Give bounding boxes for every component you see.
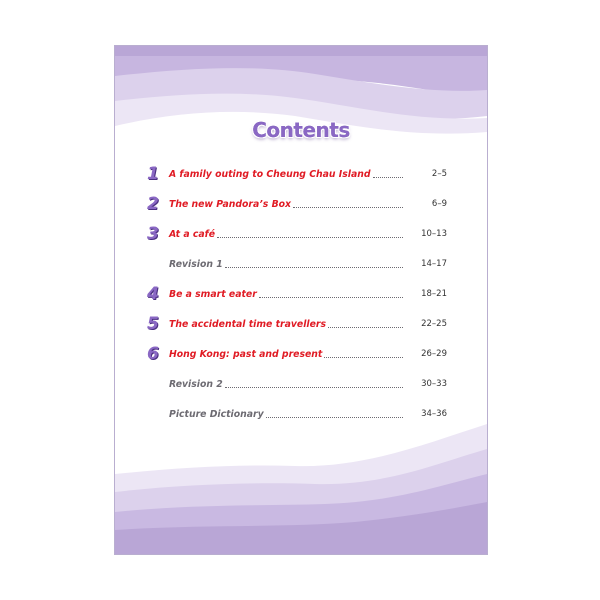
dot-leader [266,417,403,418]
page-range: 14–17 [421,259,447,269]
bottom-wave-decoration [115,404,487,554]
toc-entry-1[interactable] [147,164,447,184]
page-range: 30–33 [421,379,447,389]
toc-entry-revision-2[interactable] [147,374,447,394]
toc-entry-6[interactable] [147,344,447,364]
page-range: 34–36 [421,409,447,419]
unit-number: 1 [147,164,159,184]
toc-entry-5[interactable] [147,314,447,334]
dot-leader [225,387,403,388]
dot-leader [217,237,403,238]
entry-title: Picture Dictionary [169,408,264,420]
unit-number: 4 [147,284,159,304]
toc-entry-4[interactable] [147,284,447,304]
toc-entry-picture-dictionary[interactable] [147,404,447,424]
page-range: 6–9 [431,199,447,209]
dot-leader [293,207,403,208]
dot-leader [373,177,404,178]
entry-title: Revision 2 [169,378,223,390]
dot-leader [259,297,403,298]
unit-number: 6 [147,344,159,364]
toc-entry-revision-1[interactable] [147,254,447,274]
entry-title: The new Pandora’s Box [169,198,292,210]
entry-title: Be a smart eater [169,288,257,300]
dot-leader [225,267,403,268]
unit-number: 2 [147,194,159,214]
page-range: 10–13 [421,229,447,239]
entry-title: A family outing to Cheung Chau Island [169,168,371,180]
toc-entry-3[interactable] [147,224,447,244]
page-range: 18–21 [421,289,447,299]
page-range: 22–25 [421,319,447,329]
unit-number: 5 [147,314,159,334]
toc-entry-2[interactable] [147,194,447,214]
page-title: Contents [252,118,350,142]
page-range: 26–29 [421,349,447,359]
contents-page [114,45,488,555]
entry-title: At a café [169,228,216,240]
unit-number: 3 [147,224,159,244]
entry-title: Revision 1 [169,258,223,270]
dot-leader [324,357,403,358]
dot-leader [328,327,403,328]
page-range: 2–5 [431,169,447,179]
entry-title: Hong Kong: past and present [169,348,323,360]
entry-title: The accidental time travellers [169,318,327,330]
